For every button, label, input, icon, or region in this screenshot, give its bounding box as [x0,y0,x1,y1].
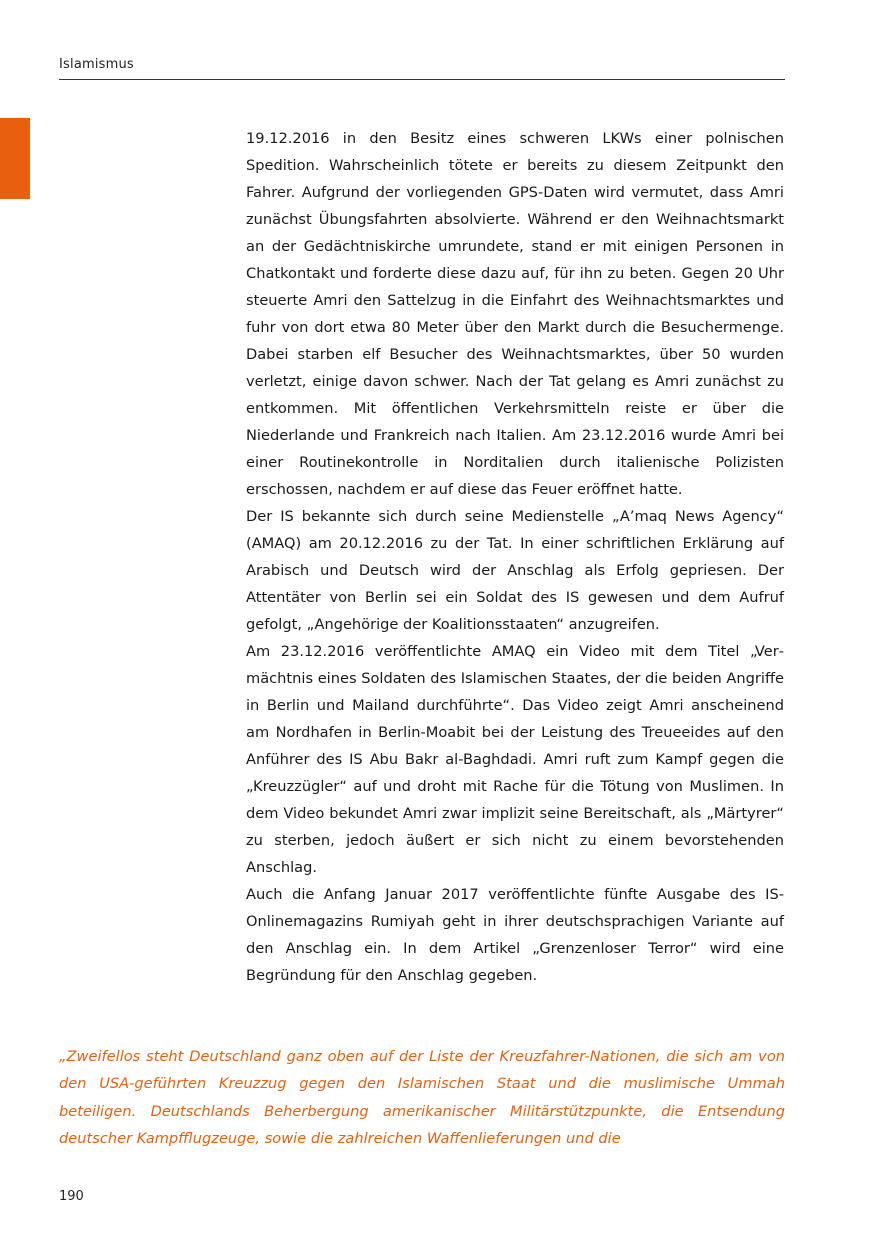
running-header-title: Islamismus [59,57,134,72]
body-text-column [246,125,784,989]
body-paragraph: Auch die Anfang Januar 2017 veröffentlichte fünfte Ausgabe des IS-Onlinemagazins Rumiyah geht in ihrer deutschsprachigen Variante auf den Anschlag ein. In dem Artikel „Grenzenloser Terror“ wird eine Begründung für den Anschlag gegeben. [246,886,784,984]
highlighted-quote: „Zweifellos steht Deutschland ganz oben auf der Liste der Kreuzfahrer-Nationen, die sich am von den USA-geführten Kreuzzug gegen den Islamischen Staat und die muslimische Ummah beteiligen. Deutschlands Beherbergung amerikanischer Militärstützpunkte, die Entsendung deutscher Kampfflugzeuge, sowie die zahlreichen Waffenlieferungen und die [59,1048,785,1147]
chapter-side-tab [0,118,30,199]
body-paragraph: Der IS bekannte sich durch seine Medienstelle „A’maq News Agency“ (AMAQ) am 20.12.2016 zu der Tat. In einer schriftlichen Erklärung auf Arabisch und Deutsch wird der Anschlag als Erfolg gepriesen. Der Attentäter von Berlin sei ein Soldat des IS gewesen und dem Aufruf gefolgt, „Angehörige der Koalitionsstaaten“ anzugreifen. [246,508,784,633]
body-paragraph: Am 23.12.2016 veröffentlichte AMAQ ein Video mit dem Titel „Vermächtnis eines Soldaten des Islamischen Staates, der die beiden Angriffe in Berlin und Mailand durchführte“. Das Video zeigt Amri anscheinend am Nordhafen in Berlin-Moabit bei der Leistung des Treueeides auf den Anführer des IS Abu Bakr al-Baghdadi. Amri ruft zum Kampf gegen die „Kreuzzügler“ auf und droht mit Rache für die Tötung von Muslimen. In dem Video bekundet Amri zwar implizit seine Bereitschaft, als „Märtyrer“ zu sterben, jedoch äußert er sich nicht zu einem bevorstehenden Anschlag. [246,643,784,876]
body-paragraph: 19.12.2016 in den Besitz eines schweren LKWs einer polnischen Spedition. Wahrscheinlich tötete er bereits zu diesem Zeitpunkt den Fahrer. Aufgrund der vorliegenden GPS-Daten wird vermutet, dass Amri zunächst Übungsfahrten absolvierte. Während er den Weihnachtsmarkt an der Gedächtniskirche umrundete, stand er mit einigen Personen in Chatkontakt und forderte diese dazu auf, für ihn zu beten. Gegen 20 Uhr steuerte Amri den Sattelzug in die Einfahrt des Weihnachtsmarktes und fuhr von dort etwa 80 Meter über den Markt durch die Besuchermenge. Dabei starben elf Besucher des Weihnachtsmarktes, über 50 wurden verletzt, einige davon schwer. Nach der Tat gelang es Amri zunächst zu entkommen. Mit öffentlichen Verkehrsmitteln reiste er über die Niederlande und Frankreich nach Italien. Am 23.12.2016 wurde Amri bei einer Routinekontrolle in Norditalien durch italienische Polizisten erschossen, nachdem er auf diese das Feuer eröffnet hatte. [246,130,784,498]
header-divider [59,79,785,80]
page-number: 190 [59,1189,84,1204]
